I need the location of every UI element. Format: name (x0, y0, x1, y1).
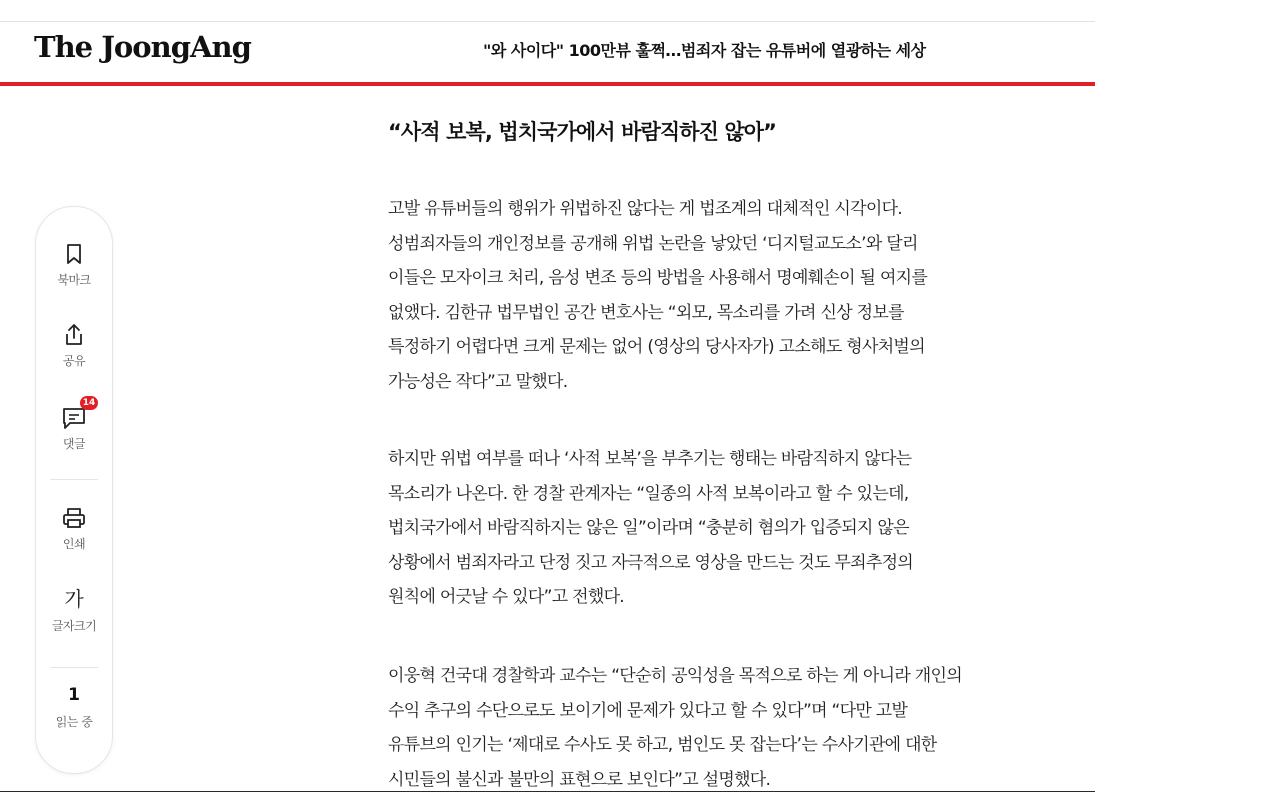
paragraph-line: 이들은 모자이크 처리, 음성 변조 등의 방법을 사용해서 명예훼손이 될 여지를 (388, 268, 928, 288)
paragraph-line: 법치국가에서 바람직하지는 않은 일”이라며 “충분히 혐의가 입증되지 않은 (388, 518, 909, 538)
header-accent-bar (0, 82, 1095, 86)
print-label: 인쇄 (62, 537, 86, 551)
bookmark-icon (36, 239, 112, 267)
article-body (388, 112, 1068, 790)
share-icon (36, 320, 112, 348)
paragraph-line: 없앴다. 김한규 법무법인 공간 변호사는 “외모, 목소리를 가려 신상 정보를 (388, 302, 904, 323)
paragraph-line: 시민들의 불신과 불만의 표현으로 보인다”고 설명했다. (388, 769, 771, 790)
paragraph-line: 하지만 위법 여부를 떠나 ‘사적 보복’을 부추기는 행태는 바람직하지 않다는 (388, 449, 912, 469)
sidebar-divider (50, 479, 98, 480)
article-paragraph (388, 659, 962, 792)
font-size-button[interactable] (36, 585, 112, 634)
paragraph-line: 성범죄자들의 개인정보를 공개해 위법 논란을 낳았던 ‘디지털교도소’와 달리 (388, 233, 918, 254)
comment-count-badge: 14 (80, 396, 98, 410)
bottom-divider (0, 791, 1095, 792)
comments-label: 댓글 (62, 437, 86, 451)
reading-label: 읽는 중 (55, 715, 93, 729)
paragraph-line: 상황에서 범죄자라고 단정 짓고 자극적으로 영상을 만드는 것도 무죄추정의 (388, 552, 914, 573)
reading-now-indicator (36, 681, 112, 730)
site-logo[interactable]: The JoongAng (34, 30, 251, 64)
print-icon (36, 503, 112, 531)
paragraph-line: 이웅혁 건국대 경찰학과 교수는 “단순히 공익성을 목적으로 하는 게 아니라 개인의 (388, 666, 962, 686)
article-tools-sidebar (35, 206, 113, 774)
bookmark-button[interactable] (36, 239, 112, 288)
share-button[interactable] (36, 320, 112, 369)
share-label: 공유 (62, 354, 86, 368)
sidebar-divider (50, 667, 98, 668)
header-article-title: "와 사이다" 100만뷰 훌쩍…범죄자 잡는 유튜버에 열광하는 세상 (483, 41, 926, 60)
paragraph-line: 가능성은 작다”고 말했다. (388, 371, 568, 392)
paragraph-line: 특정하기 어렵다면 크게 문제는 없어 (영상의 당사자가) 고소해도 형사처벌의 (388, 337, 925, 357)
bookmark-label: 북마크 (57, 273, 91, 287)
article-paragraph (388, 442, 913, 615)
font-size-icon: 가 (64, 587, 84, 611)
site-header (0, 22, 1095, 82)
paragraph-line: 수익 추구의 수단으로도 보이기에 문제가 있다고 할 수 있다”며 “다만 고발 (388, 700, 908, 721)
article-subheading: “사적 보복, 법치국가에서 바람직하진 않아” (388, 120, 777, 144)
comment-icon (36, 398, 112, 431)
paragraph-line: 원칙에 어긋날 수 있다”고 전했다. (388, 587, 625, 607)
comments-button[interactable] (36, 398, 112, 452)
print-button[interactable] (36, 503, 112, 552)
font-size-label: 글자크기 (51, 619, 97, 633)
paragraph-line: 고발 유튜버들의 행위가 위법하진 않다는 게 법조계의 대체적인 시각이다. (388, 199, 902, 219)
paragraph-line: 유튜브의 인기는 ‘제대로 수사도 못 하고, 범인도 못 잡는다’는 수사기관에 대한 (388, 735, 937, 755)
paragraph-line: 목소리가 나온다. 한 경찰 관계자는 “일종의 사적 보복이라고 할 수 있는데, (388, 483, 909, 504)
reading-count: 1 (68, 685, 80, 705)
article-paragraph (388, 192, 927, 399)
